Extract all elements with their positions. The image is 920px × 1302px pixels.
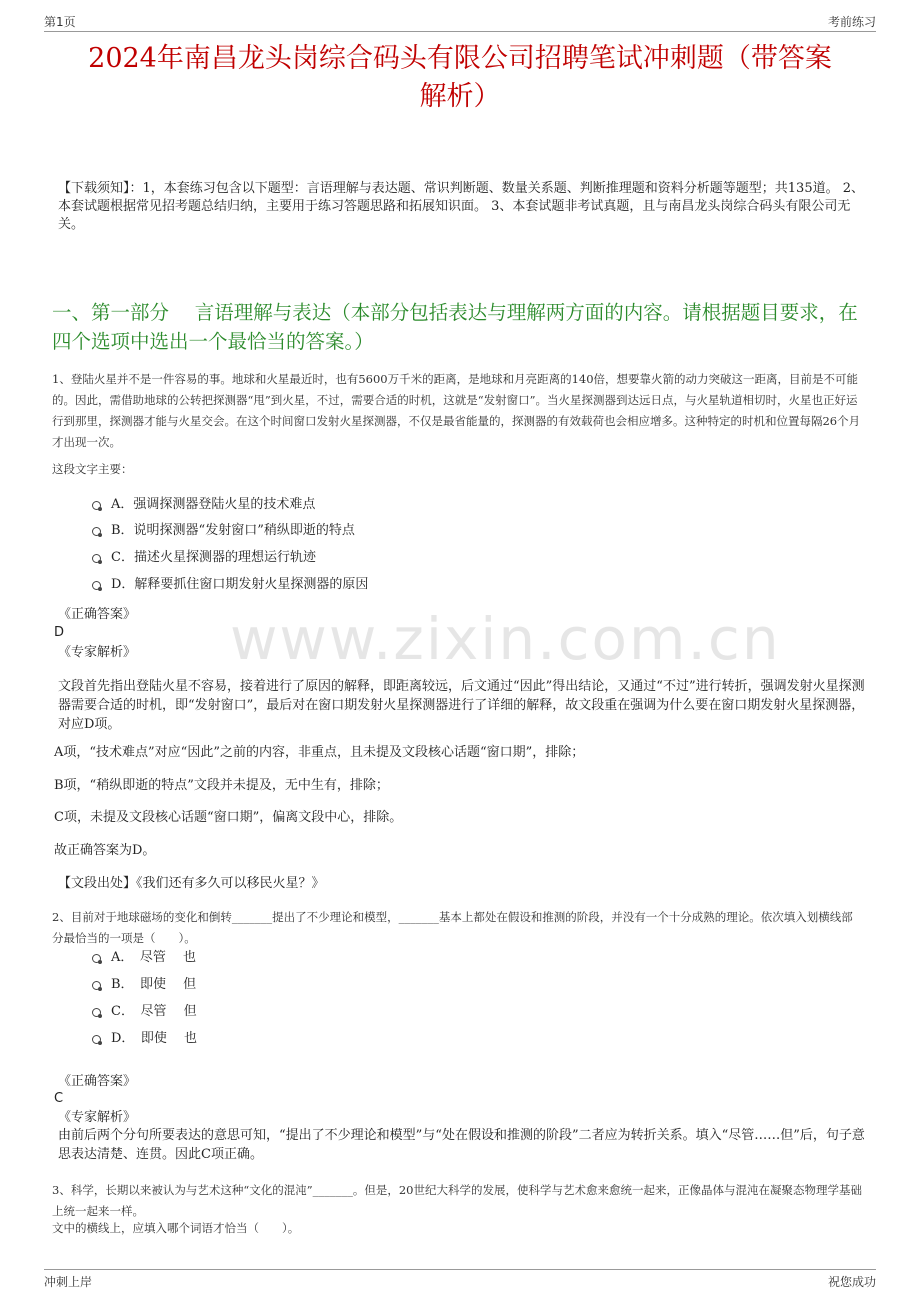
title-line-2: 解析） (419, 81, 501, 112)
q1-analysis-conclusion: 故正确答案为D。 (54, 843, 156, 858)
q1-source: 【文段出处】《我们还有多久可以移民火星？》 (58, 876, 325, 891)
q2-stem: 2、目前对于地球磁场的变化和倒转_______提出了不少理论和模型，_______基本上都处在假设和推测的阶段，并没有一个十分成熟的理论。依次填入划横线部分最恰当的一项是（ ）。 (52, 910, 853, 945)
header-tag: 考前练习 (827, 15, 876, 29)
radio-icon[interactable] (92, 501, 101, 510)
q2-answer-label: 《正确答案》 (58, 1074, 137, 1089)
q1-analysis-main: 文段首先指出登陆火星不容易，接着进行了原因的解释，即距离较远，后文通过“因此”得出结论，又通过“不过”进行转折，强调发射火星探测器需要合适的时机，即“发射窗口”，最后对在窗口期发射火星探测器进行了详细的解释，故文段重在强调为什么要在窗口期发射火星探测器，对应D项。 (58, 679, 865, 732)
q2-analysis-label: 《专家解析》 (58, 1110, 137, 1125)
document-title (40, 40, 880, 116)
radio-icon[interactable] (92, 554, 101, 563)
footer-rule (44, 1269, 876, 1270)
radio-icon[interactable] (92, 1035, 101, 1044)
q2-option-b[interactable]: B． 即使 但 (92, 975, 196, 995)
q2-answer: C (54, 1091, 64, 1106)
radio-icon[interactable] (92, 527, 101, 536)
section-heading: 一、第一部分 言语理解与表达（本部分包括表达与理解两方面的内容。请根据题目要求，在四个选项中选出一个最恰当的答案。） (52, 301, 858, 353)
q3-prompt: 文中的横线上，应填入哪个词语才恰当（ ）。 (52, 1221, 300, 1235)
q1-analysis-a: A项，“技术难点”对应“因此”之前的内容，非重点，且未提及文段核心话题“窗口期”，排除； (54, 745, 585, 760)
q1-answer: D (54, 625, 65, 640)
q1-option-d[interactable]: D．解释要抓住窗口期发射火星探测器的原因 (92, 575, 368, 595)
q1-stem: 1、登陆火星并不是一件容易的事。地球和火星最近时，也有5600万千米的距离，是地球和月亮距离的140倍，想要靠火箭的动力突破这一距离，目前是不可能的。因此，需借助地球的公转把探测器“甩”到火星，不过，需要合适的时机，这就是“发射窗口”。当火星探测器到达远日点，与火星轨道相切时，火星也正好运行到那里，探测器才能与火星交会。在这个时间窗口发射火星探测器，不仅是最省能量的，探测器的有效载荷也会相应增多。这种特定的时机和位置每隔26个月才出现一次。 (52, 372, 861, 449)
q2-option-a[interactable]: A． 尽管 也 (92, 948, 196, 968)
q1-analysis-c: C项，未提及文段核心话题“窗口期”，偏离文段中心，排除。 (54, 810, 403, 825)
q2-analysis: 由前后两个分句所要表达的意思可知，“提出了不少理论和模型”与“处在假设和推测的阶段”二者应为转折关系。填入“尽管……但”后，句子意思表达清楚、连贯。因此C项正确。 (58, 1128, 865, 1162)
radio-icon[interactable] (92, 954, 101, 963)
title-line-1: 2024年南昌龙头岗综合码头有限公司招聘笔试冲刺题（带答案 (88, 43, 832, 74)
q1-prompt: 这段文字主要： (52, 462, 133, 476)
header-rule (44, 31, 876, 32)
q1-option-b[interactable]: B．说明探测器“发射窗口”稍纵即逝的特点 (92, 521, 355, 541)
q3-stem: 3、科学，长期以来被认为与艺术这种“文化的混沌”_______。但是，20世纪大科学的发展，使科学与艺术愈来愈统一起来，正像晶体与混沌在凝聚态物理学基础上统一起来一样。 (52, 1183, 862, 1218)
q2-option-c[interactable]: C． 尽管 但 (92, 1002, 197, 1022)
radio-icon[interactable] (92, 981, 101, 990)
q1-option-a[interactable]: A．强调探测器登陆火星的技术难点 (92, 495, 315, 515)
q1-answer-label: 《正确答案》 (58, 607, 137, 622)
q1-option-c[interactable]: C．描述火星探测器的理想运行轨迹 (92, 548, 316, 568)
footer-left: 冲刺上岸 (44, 1275, 93, 1289)
footer-right: 祝您成功 (827, 1275, 876, 1289)
q1-analysis-b: B项，“稍纵即逝的特点”文段并未提及，无中生有，排除； (54, 778, 389, 793)
download-notice: 【下载须知】：1，本套练习包含以下题型：言语理解与表达题、常识判断题、数量关系题、判断推理题和资料分析题等题型；共135道。 2、本套试题根据常见招考题总结归纳，主要用于练习答题思路和拓展知识面。 3、本套试题非考试真题，且与南昌龙头岗综合码头有限公司无关。 (58, 181, 864, 232)
radio-icon[interactable] (92, 581, 101, 590)
radio-icon[interactable] (92, 1008, 101, 1017)
q2-option-d[interactable]: D． 即使 也 (92, 1029, 197, 1049)
page-number: 第1页 (44, 15, 76, 29)
q1-analysis-label: 《专家解析》 (58, 645, 137, 660)
watermark: www.zixin.com.cn (230, 605, 781, 673)
